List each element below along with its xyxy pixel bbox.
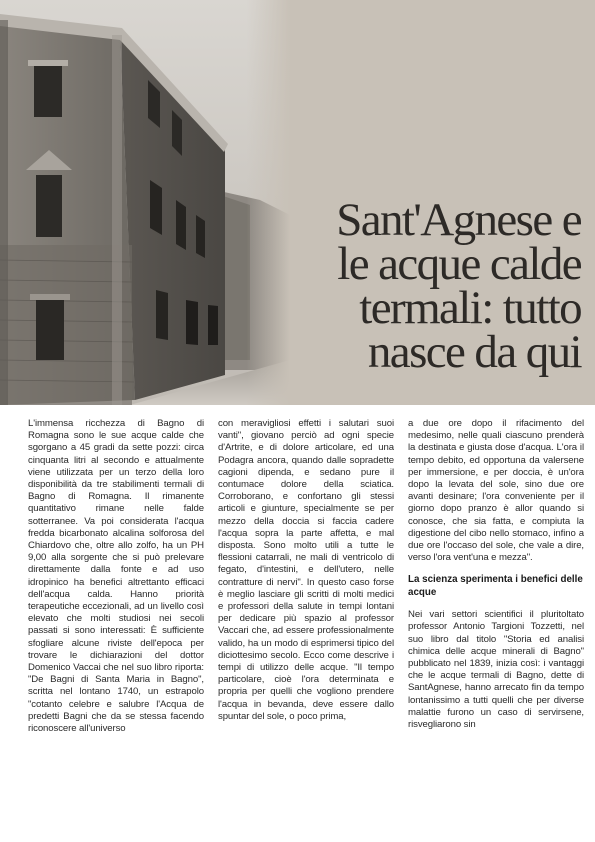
article-column-1 — [28, 418, 204, 830]
body-paragraph: Nei vari settori scientifici il pluritoltato professor Antonio Targioni Tozzetti, nel suo libro dal titolo "Storia ed analisi chimica delle acque minerali di Bagno" pubblicato nel 1839, inizia così: i vantaggi che le acque termali di Bagno, dette di SantAgnese, hanno arrecato fin da tempo lontanissimo a tutti quelli che per diverse malattie furono un caso di servirsene, risvegliarono sin — [408, 609, 584, 731]
title-line: Sant'Agnese e — [336, 194, 581, 246]
hero-section — [0, 0, 595, 405]
article-column-3 — [408, 418, 584, 830]
title-line: nasce da qui — [367, 326, 581, 378]
body-paragraph: a due ore dopo il rifacimento del medesimo, nelle quali ciascuno prenderà la destinata e giusta dose d'acqua. L'ora il tempo debito, ed opportuna da valersene per immersione, e per doccia, è un'ora dopo la levata del sole, sino due ore avanti desinare; l'ora conveniente per il giorno dopo pranzo è allor quando si conosce, che sia fatta, e compiuta la digestione del cibo nello stomaco, infino a due ore l'occaso del sole, che vale a dire, verso l'ora vent'una e mezza". — [408, 418, 584, 564]
section-subheading: La scienza sperimenta i benefici delle acque — [408, 574, 583, 598]
body-paragraph: con meravigliosi effetti i salutari suoi vanti", giovano perciò ad ogni specie d'Artrite, e di dolore articolare, ed una Podagra ancora, quando dalle sopradette cagioni dipenda, e sedano pure il contumace dolore della sciatica. Corroborano, e confortano gli stessi articoli e giunture, specialmente se per mezzo della doccia si faccia cadere l'acqua sopra la parte affetta, e mal disposta. Sono molto utili a tutte le flessioni catarrali, ne mali di ventricolo di fegato, d'intestini, e dell'utero, nelle contratture di nervi". In questo caso forse è meglio lasciare gli scritti di molti medici e professori della salute in tempi lontani per dedicare più spazio al professor Vaccari che, ad essere professionalmente valido, ha un modo di esprimersi tipico del diciottesimo secolo. Ecco come descrive i tempi di utilizzo delle acque. "Il tempo particolare, cioè l'ora determinata e propria per quelli che vogliono prendere l'acqua in bevanda, deve essere dallo spuntar del sole, o poco prima, — [218, 418, 394, 722]
article-column-2 — [218, 418, 394, 830]
article-title — [281, 194, 581, 378]
historic-stone-building-photo — [0, 0, 290, 405]
article-body — [28, 418, 588, 830]
title-line: termali: tutto — [359, 282, 581, 334]
body-paragraph: L'immensa ricchezza di Bagno di Romagna sono le sue acque calde che sgorgano a 45 gradi da sette pozzi: circa cinquanta litri al secondo e attualmente viene utilizzata per un terzo della loro disponibilità da tre stabilimenti termali di Bagno di Romagna. Il rimanente quantitativo rimane nelle falde sotterranee. Va poi considerata l'acqua fredda bicarbonato alcalina solforosa del Chiardovo che, oltre allo zolfo, ha un PH 9,00 alla sorgente che si può prelevare direttamente dalla fonte e ad uso idropinico ha benefici altrettanto efficaci dell'acqua calda. Hanno priorità terapeutiche eccezionali, ad un livello così elevato che molti studiosi nei secoli passati si sono interessati: È sufficiente sfogliare alcune riviste dell'epoca per trovare le dichiarazioni del dottor Domenico Vaccai che nel suo libro riporta: "De Bagni di Santa Maria in Bagno", scritta nel lontano 1740, un estrapolo "cotanto celebre e salubre l'Acqua de predetti Bagni che da se stessa facendo riconoscere all'universo — [28, 418, 204, 735]
title-line: le acque calde — [337, 238, 581, 290]
